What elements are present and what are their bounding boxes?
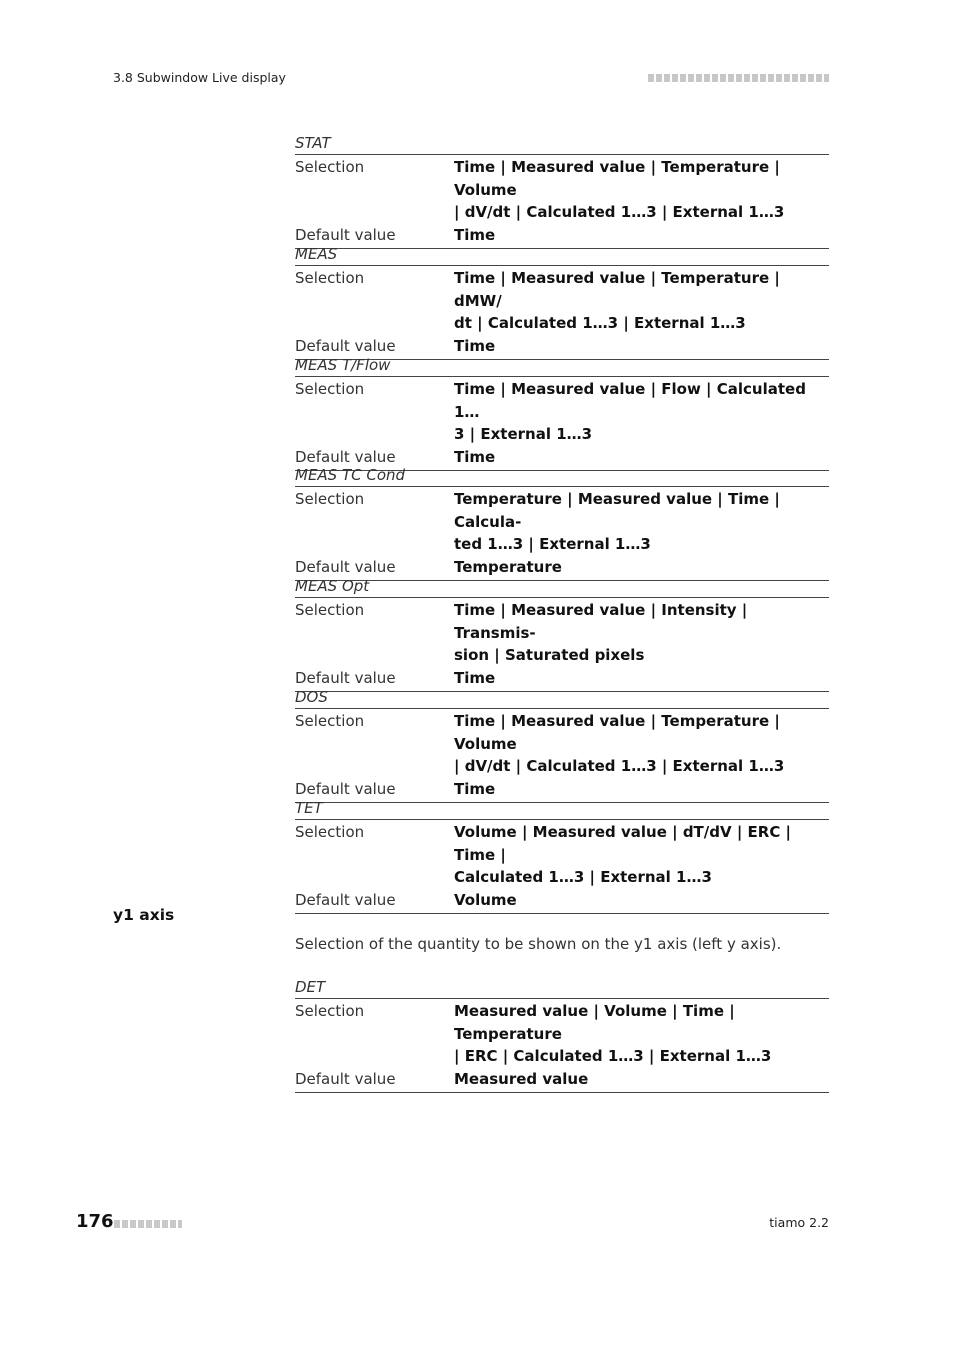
selection-label: Selection — [295, 1002, 365, 1020]
block-title: DOS — [295, 688, 328, 706]
selection-label: Selection — [295, 712, 365, 730]
default-label: Default value — [295, 225, 396, 244]
section-description: Selection of the quantity to be shown on the y1 axis (left y axis). — [295, 935, 782, 953]
selection-label: Selection — [295, 269, 365, 287]
param-table — [295, 265, 829, 360]
selection-values — [454, 1000, 829, 1068]
selection-label: Selection — [295, 601, 365, 619]
default-value: Time — [454, 447, 496, 466]
selection-label: Selection — [295, 823, 365, 841]
selection-values — [454, 267, 829, 335]
block-title: STAT — [295, 134, 331, 152]
selection-row — [295, 710, 829, 778]
param-block-meas — [295, 243, 829, 360]
block-title: MEAS T/Flow — [295, 356, 391, 374]
selection-line: Time | Measured value | Temperature | dMW/ — [454, 269, 780, 310]
header-decoration — [648, 74, 829, 82]
header-section-title: 3.8 Subwindow Live display — [113, 70, 286, 85]
selection-row — [295, 156, 829, 224]
selection-line: Measured value | Volume | Time | Temperature — [454, 1002, 735, 1043]
selection-label: Selection — [295, 380, 365, 398]
block-title: MEAS TC Cond — [295, 466, 406, 484]
default-value: Measured value — [454, 1069, 589, 1088]
default-label: Default value — [295, 890, 396, 909]
selection-line: Time | Measured value | Temperature | Volume — [454, 712, 780, 753]
default-label: Default value — [295, 447, 396, 466]
param-block-tet — [295, 797, 829, 914]
section-heading-y1-axis: y1 axis — [113, 906, 175, 924]
selection-values — [454, 378, 829, 446]
selection-line: Time | Measured value | Flow | Calculated 1… — [454, 380, 806, 421]
param-table — [295, 708, 829, 803]
selection-line: | ERC | Calculated 1…3 | External 1…3 — [454, 1047, 772, 1065]
param-table — [295, 376, 829, 471]
selection-row — [295, 378, 829, 446]
default-row — [295, 1068, 829, 1091]
param-block-dos — [295, 686, 829, 803]
selection-row — [295, 821, 829, 889]
default-label: Default value — [295, 779, 396, 798]
page-number: 176 — [76, 1211, 114, 1232]
selection-line: Volume | Measured value | dT/dV | ERC | Time | — [454, 823, 792, 864]
param-table — [295, 597, 829, 692]
default-label: Default value — [295, 336, 396, 355]
param-block-meas-opt — [295, 575, 829, 692]
block-title: TET — [295, 799, 323, 817]
selection-values — [454, 710, 829, 778]
selection-row — [295, 488, 829, 556]
param-table — [295, 998, 829, 1093]
selection-line: 3 | External 1…3 — [454, 425, 593, 443]
selection-values — [454, 599, 829, 667]
selection-values — [454, 156, 829, 224]
param-table — [295, 819, 829, 914]
footer-product: tiamo 2.2 — [769, 1215, 829, 1230]
selection-label: Selection — [295, 490, 365, 508]
block-title: DET — [295, 978, 326, 996]
selection-line: dt | Calculated 1…3 | External 1…3 — [454, 314, 746, 332]
default-label: Default value — [295, 557, 396, 576]
default-row — [295, 889, 829, 912]
default-value: Time — [454, 668, 496, 687]
block-title: MEAS Opt — [295, 577, 370, 595]
default-label: Default value — [295, 668, 396, 687]
param-table — [295, 154, 829, 249]
selection-line: Time | Measured value | Intensity | Transmis- — [454, 601, 748, 642]
selection-row — [295, 1000, 829, 1068]
selection-line: Time | Measured value | Temperature | Volume — [454, 158, 780, 199]
selection-values — [454, 488, 829, 556]
selection-row — [295, 267, 829, 335]
selection-line: sion | Saturated pixels — [454, 646, 645, 664]
block-title: MEAS — [295, 245, 338, 263]
selection-label: Selection — [295, 158, 365, 176]
selection-row — [295, 599, 829, 667]
default-label: Default value — [295, 1069, 396, 1088]
default-value: Time — [454, 225, 496, 244]
selection-line: Calculated 1…3 | External 1…3 — [454, 868, 712, 886]
selection-line: | dV/dt | Calculated 1…3 | External 1…3 — [454, 203, 785, 221]
param-block-meas-tc-cond — [295, 464, 829, 581]
param-block-det — [295, 976, 829, 1093]
default-value: Time — [454, 336, 496, 355]
selection-line: | dV/dt | Calculated 1…3 | External 1…3 — [454, 757, 785, 775]
param-block-meas-t-flow — [295, 354, 829, 471]
param-table — [295, 486, 829, 581]
default-value: Time — [454, 779, 496, 798]
default-value: Temperature — [454, 557, 562, 576]
param-block-stat — [295, 132, 829, 249]
default-value: Volume — [454, 890, 517, 909]
selection-line: Temperature | Measured value | Time | Calcula- — [454, 490, 780, 531]
footer-decoration — [114, 1220, 182, 1228]
selection-line: ted 1…3 | External 1…3 — [454, 535, 651, 553]
selection-values — [454, 821, 829, 889]
